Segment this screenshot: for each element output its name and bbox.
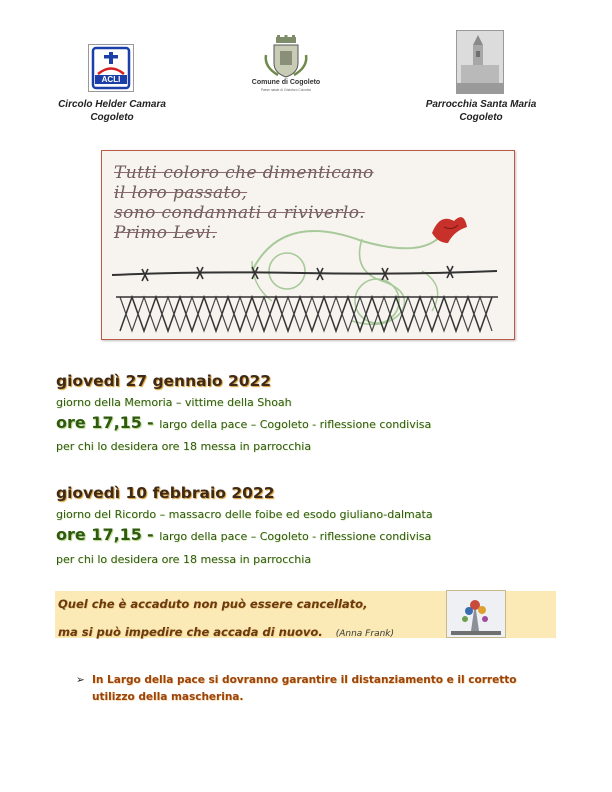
comune-subtitle: Paese natale di Cristoforo Colombo [260, 88, 312, 92]
quote-band-line-2-row [58, 621, 394, 640]
anna-frank-illustration [446, 590, 506, 638]
quote-line-4: Primo Levi. [114, 223, 217, 243]
quote-line-3: sono condannati a riviverlo. [114, 203, 365, 223]
event-2-time-dash: - [147, 525, 160, 544]
event-2-title: giorno del Ricordo – massacro delle foibe ed esodo giuliano-dalmata [56, 508, 433, 521]
event-1-mass: per chi lo desidera ore 18 messa in parrocchia [56, 440, 312, 453]
right-org-name: Parrocchia Santa Maria [425, 99, 537, 110]
left-org-name: Circolo Helder Camara [58, 99, 166, 110]
comune-crest [251, 35, 321, 95]
note-bullet: ➢ [76, 674, 85, 686]
event-1-time-detail: largo della pace – Cogoleto - riflessione condivisa [159, 418, 432, 431]
quote-line-2: il loro passato, [114, 183, 248, 203]
note-text-line-2: utilizzo della mascherina. [92, 691, 244, 703]
right-org-place: Cogoleto [459, 112, 503, 123]
quote-line-1: Tutti coloro che dimenticano [114, 163, 374, 183]
left-org-place: Cogoleto [90, 112, 134, 123]
event-1-time-row [56, 413, 431, 432]
event-2-time-detail: largo della pace – Cogoleto - riflessione condivisa [159, 530, 432, 543]
event-1-time: ore 17,15 [56, 413, 142, 432]
event-2-time-row [56, 525, 431, 544]
quote-band-author: (Anna Frank) [335, 629, 395, 639]
note-text [92, 672, 516, 706]
right-org-caption [416, 98, 546, 124]
quote-band-line-1: Quel che è accaduto non può essere cancellato, [58, 597, 368, 611]
comune-name: Comune di Cogoleto [251, 79, 321, 86]
event-2-date: giovedì 10 febbraio 2022 [56, 484, 275, 502]
event-2-mass: per chi lo desidera ore 18 messa in parrocchia [56, 553, 312, 566]
parrocchia-church-photo [456, 30, 504, 94]
quote-band-line-2: ma si può impedire che accada di nuovo. [58, 625, 323, 639]
note-text-line-1: In Largo della pace si dovranno garantire il distanziamento e il corretto [92, 674, 517, 686]
event-1-date: giovedì 27 gennaio 2022 [56, 372, 272, 390]
acli-logo [88, 44, 134, 92]
event-2-time: ore 17,15 [56, 525, 142, 544]
left-org-caption [48, 98, 176, 124]
event-1-title: giorno della Memoria – vittime della Shoah [56, 396, 292, 409]
primo-levi-banner [101, 150, 515, 340]
acli-logo-text: ACLI [101, 75, 121, 84]
event-1-time-dash: - [147, 413, 160, 432]
